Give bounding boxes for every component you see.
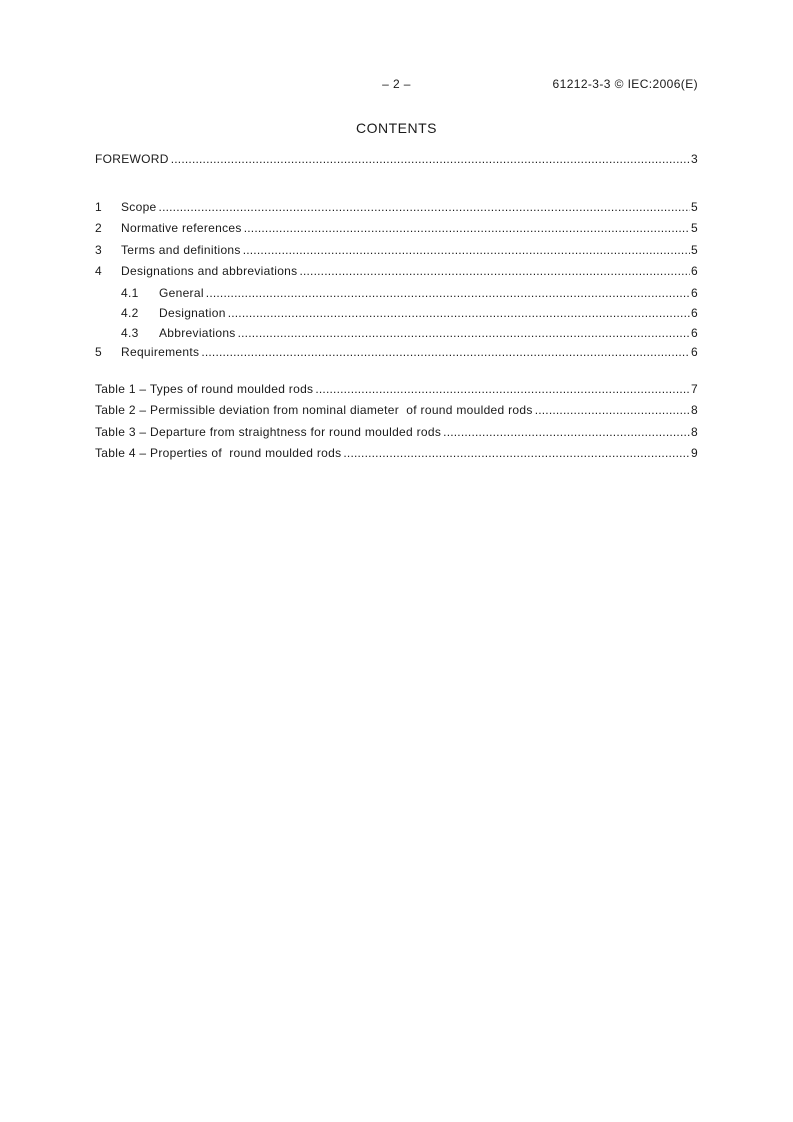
toc-entry-label: Terms and definitions: [121, 243, 241, 257]
section-number: 2: [95, 221, 102, 235]
toc-entry-label: General: [159, 286, 204, 300]
toc-entry-page: 6: [691, 345, 698, 359]
toc-entry-label: Abbreviations: [159, 326, 236, 340]
toc-entry-designation[interactable]: [95, 306, 698, 322]
section-number: 5: [95, 345, 102, 359]
toc-entry-abbreviations[interactable]: [95, 326, 698, 342]
dot-leader: [171, 152, 690, 166]
toc-entry-page: 3: [691, 152, 698, 166]
dot-leader: [201, 345, 690, 359]
toc-entry-label: Designations and abbreviations: [121, 264, 298, 278]
toc-entry-page: 6: [691, 306, 698, 320]
toc-entry-page: 5: [691, 243, 698, 257]
toc-entry-scope[interactable]: [95, 200, 698, 216]
toc-entry-table-1[interactable]: [95, 382, 698, 398]
section-number: 3: [95, 243, 102, 257]
page-number: – 2 –: [382, 77, 411, 91]
toc-entry-label: FOREWORD: [95, 152, 169, 166]
toc-entry-label: Requirements: [121, 345, 200, 359]
toc-entry-page: 8: [691, 403, 698, 417]
toc-entry-label: Normative references: [121, 221, 242, 235]
toc-entry-label: Table 1 – Types of round moulded rods: [95, 382, 314, 396]
section-number: 4: [95, 264, 102, 278]
toc-entry-page: 5: [691, 221, 698, 235]
toc-entry-label: Table 3 – Departure from straightness for round moulded rods: [95, 425, 442, 439]
toc-entry-label: Scope: [121, 200, 157, 214]
toc-entry-page: 9: [691, 446, 698, 460]
dot-leader: [228, 306, 690, 320]
section-number: 1: [95, 200, 102, 214]
dot-leader: [299, 264, 690, 278]
toc-entry-requirements[interactable]: [95, 345, 698, 361]
dot-leader: [206, 286, 690, 300]
toc-entry-label: Designation: [159, 306, 226, 320]
dot-leader: [244, 221, 690, 235]
toc-entry-normative-references[interactable]: [95, 221, 698, 237]
toc-entry-designations-and-abbreviations[interactable]: [95, 264, 698, 280]
dot-leader: [238, 326, 690, 340]
toc-entry-label: Table 4 – Properties of round moulded rods: [95, 446, 342, 460]
toc-entry-general[interactable]: [95, 286, 698, 302]
toc-entry-page: 8: [691, 425, 698, 439]
dot-leader: [343, 446, 690, 460]
toc-entry-terms-and-definitions[interactable]: [95, 243, 698, 259]
toc-entry-table-4[interactable]: [95, 446, 698, 462]
page-header: [95, 77, 698, 93]
dot-leader: [443, 425, 690, 439]
document-id: 61212-3-3 © IEC:2006(E): [552, 77, 698, 91]
toc-entry-label: Table 2 – Permissible deviation from nominal diameter of round moulded rods: [95, 403, 533, 417]
toc-entry-page: 6: [691, 286, 698, 300]
subsection-number: 4.3: [121, 326, 139, 340]
toc-entry-page: 6: [691, 264, 698, 278]
toc-entry-page: 7: [691, 382, 698, 396]
dot-leader: [315, 382, 690, 396]
dot-leader: [243, 243, 690, 257]
toc-entry-table-3[interactable]: [95, 425, 698, 441]
dot-leader: [535, 403, 690, 417]
subsection-number: 4.2: [121, 306, 139, 320]
toc-entry-table-2[interactable]: [95, 403, 698, 419]
toc-entry-page: 6: [691, 326, 698, 340]
contents-title: CONTENTS: [356, 120, 437, 136]
subsection-number: 4.1: [121, 286, 139, 300]
toc-entry-page: 5: [691, 200, 698, 214]
dot-leader: [159, 200, 690, 214]
toc-entry-foreword[interactable]: [95, 152, 698, 168]
